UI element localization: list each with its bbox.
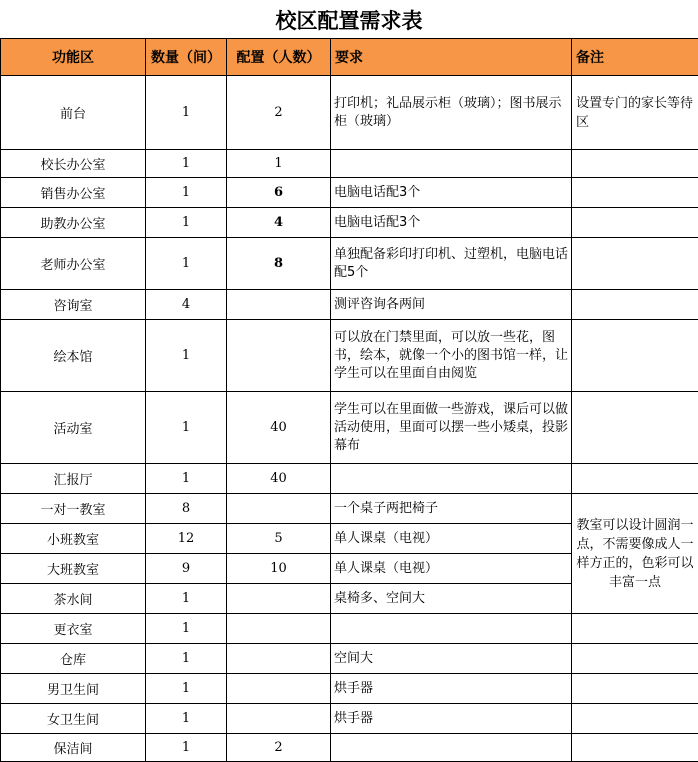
cell-count[interactable]: 1 [146,320,227,392]
cell-area[interactable]: 校长办公室 [1,150,146,178]
cell-note[interactable] [572,392,698,464]
cell-config[interactable]: 1 [227,150,331,178]
cell-area[interactable]: 一对一教室 [1,494,146,524]
cell-config[interactable] [227,584,331,614]
cell-area[interactable]: 销售办公室 [1,178,146,208]
cell-area[interactable]: 仓库 [1,644,146,674]
cell-note[interactable] [572,644,698,674]
cell-count[interactable]: 1 [146,150,227,178]
cell-config[interactable] [227,644,331,674]
cell-config[interactable]: 2 [227,734,331,762]
cell-count[interactable]: 1 [146,208,227,238]
cell-requirement[interactable] [331,464,572,494]
cell-config[interactable]: 10 [227,554,331,584]
table-row [1,392,698,464]
cell-count[interactable]: 1 [146,392,227,464]
cell-requirement[interactable]: 单人课桌（电视） [331,554,572,584]
cell-area[interactable]: 汇报厅 [1,464,146,494]
cell-area[interactable]: 小班教室 [1,524,146,554]
cell-requirement[interactable]: 打印机；礼品展示柜（玻璃）；图书展示柜（玻璃） [331,76,572,150]
cell-count[interactable]: 1 [146,178,227,208]
cell-config[interactable]: 6 [227,178,331,208]
cell-config[interactable] [227,704,331,734]
cell-requirement[interactable]: 单独配备彩印打印机、过塑机，电脑电话配5个 [331,238,572,290]
cell-requirement[interactable]: 一个桌子两把椅子 [331,494,572,524]
cell-count[interactable]: 4 [146,290,227,320]
cell-requirement[interactable]: 可以放在门禁里面，可以放一些花，图书，绘本，就像一个小的图书馆一样，让学生可以在里面自由阅览 [331,320,572,392]
cell-area[interactable]: 绘本馆 [1,320,146,392]
cell-area[interactable]: 女卫生间 [1,704,146,734]
cell-config[interactable] [227,674,331,704]
table-row [1,238,698,290]
cell-note[interactable] [572,290,698,320]
cell-config[interactable]: 40 [227,464,331,494]
table-row [1,644,698,674]
cell-config[interactable]: 2 [227,76,331,150]
config-table [0,38,698,762]
header-count: 数量（间） [146,39,227,76]
cell-requirement[interactable]: 桌椅多、空间大 [331,584,572,614]
cell-config[interactable] [227,614,331,644]
header-requirement: 要求 [331,39,572,76]
table-row [1,178,698,208]
cell-area[interactable]: 大班教室 [1,554,146,584]
cell-note[interactable] [572,238,698,290]
cell-area[interactable]: 咨询室 [1,290,146,320]
cell-note[interactable] [572,734,698,762]
cell-note[interactable]: 设置专门的家长等待区 [572,76,698,150]
cell-count[interactable]: 1 [146,584,227,614]
cell-area[interactable]: 茶水间 [1,584,146,614]
table-row [1,76,698,150]
cell-count[interactable]: 1 [146,644,227,674]
table-row [1,674,698,704]
cell-area[interactable]: 助教办公室 [1,208,146,238]
cell-note[interactable] [572,704,698,734]
cell-config[interactable] [227,494,331,524]
cell-requirement[interactable]: 电脑电话配3个 [331,178,572,208]
cell-count[interactable]: 1 [146,238,227,290]
cell-count[interactable]: 1 [146,674,227,704]
cell-note[interactable] [572,178,698,208]
cell-count[interactable]: 1 [146,76,227,150]
table-row [1,320,698,392]
cell-count[interactable]: 9 [146,554,227,584]
sheet-title: 校区配置需求表 [0,0,698,38]
cell-config[interactable] [227,290,331,320]
cell-requirement[interactable] [331,734,572,762]
cell-config[interactable]: 40 [227,392,331,464]
cell-area[interactable]: 保洁间 [1,734,146,762]
cell-requirement[interactable]: 烘手器 [331,704,572,734]
table-row [1,704,698,734]
table-row [1,734,698,762]
cell-note[interactable] [572,674,698,704]
cell-requirement[interactable]: 学生可以在里面做一些游戏，课后可以做活动使用，里面可以摆一些小矮桌，投影幕布 [331,392,572,464]
cell-config[interactable] [227,320,331,392]
table-row [1,150,698,178]
cell-count[interactable]: 1 [146,704,227,734]
table-row [1,290,698,320]
cell-requirement[interactable]: 单人课桌（电视） [331,524,572,554]
table-row [1,464,698,494]
cell-count[interactable]: 1 [146,734,227,762]
cell-requirement[interactable] [331,614,572,644]
header-note: 备注 [572,39,698,76]
cell-note[interactable] [572,150,698,178]
cell-requirement[interactable]: 烘手器 [331,674,572,704]
header-area: 功能区 [1,39,146,76]
cell-config[interactable]: 5 [227,524,331,554]
cell-area[interactable]: 男卫生间 [1,674,146,704]
cell-note[interactable] [572,464,698,494]
cell-area[interactable]: 活动室 [1,392,146,464]
cell-requirement[interactable]: 空间大 [331,644,572,674]
cell-note[interactable] [572,208,698,238]
cell-area[interactable]: 前台 [1,76,146,150]
cell-requirement[interactable]: 测评咨询各两间 [331,290,572,320]
header-config: 配置（人数） [227,39,331,76]
cell-requirement[interactable] [331,150,572,178]
cell-count[interactable]: 1 [146,614,227,644]
table-row [1,494,698,524]
cell-note[interactable] [572,614,698,644]
cell-count[interactable]: 1 [146,464,227,494]
cell-area[interactable]: 更衣室 [1,614,146,644]
cell-note-merged[interactable]: 教室可以设计圆润一点，不需要像成人一样方正的，色彩可以丰富一点 [572,494,698,614]
table-row [1,208,698,238]
cell-count[interactable]: 12 [146,524,227,554]
cell-config[interactable]: 4 [227,208,331,238]
header-row [1,39,698,76]
cell-note[interactable] [572,320,698,392]
cell-count[interactable]: 8 [146,494,227,524]
cell-area[interactable]: 老师办公室 [1,238,146,290]
table-row [1,614,698,644]
cell-requirement[interactable]: 电脑电话配3个 [331,208,572,238]
cell-config[interactable]: 8 [227,238,331,290]
